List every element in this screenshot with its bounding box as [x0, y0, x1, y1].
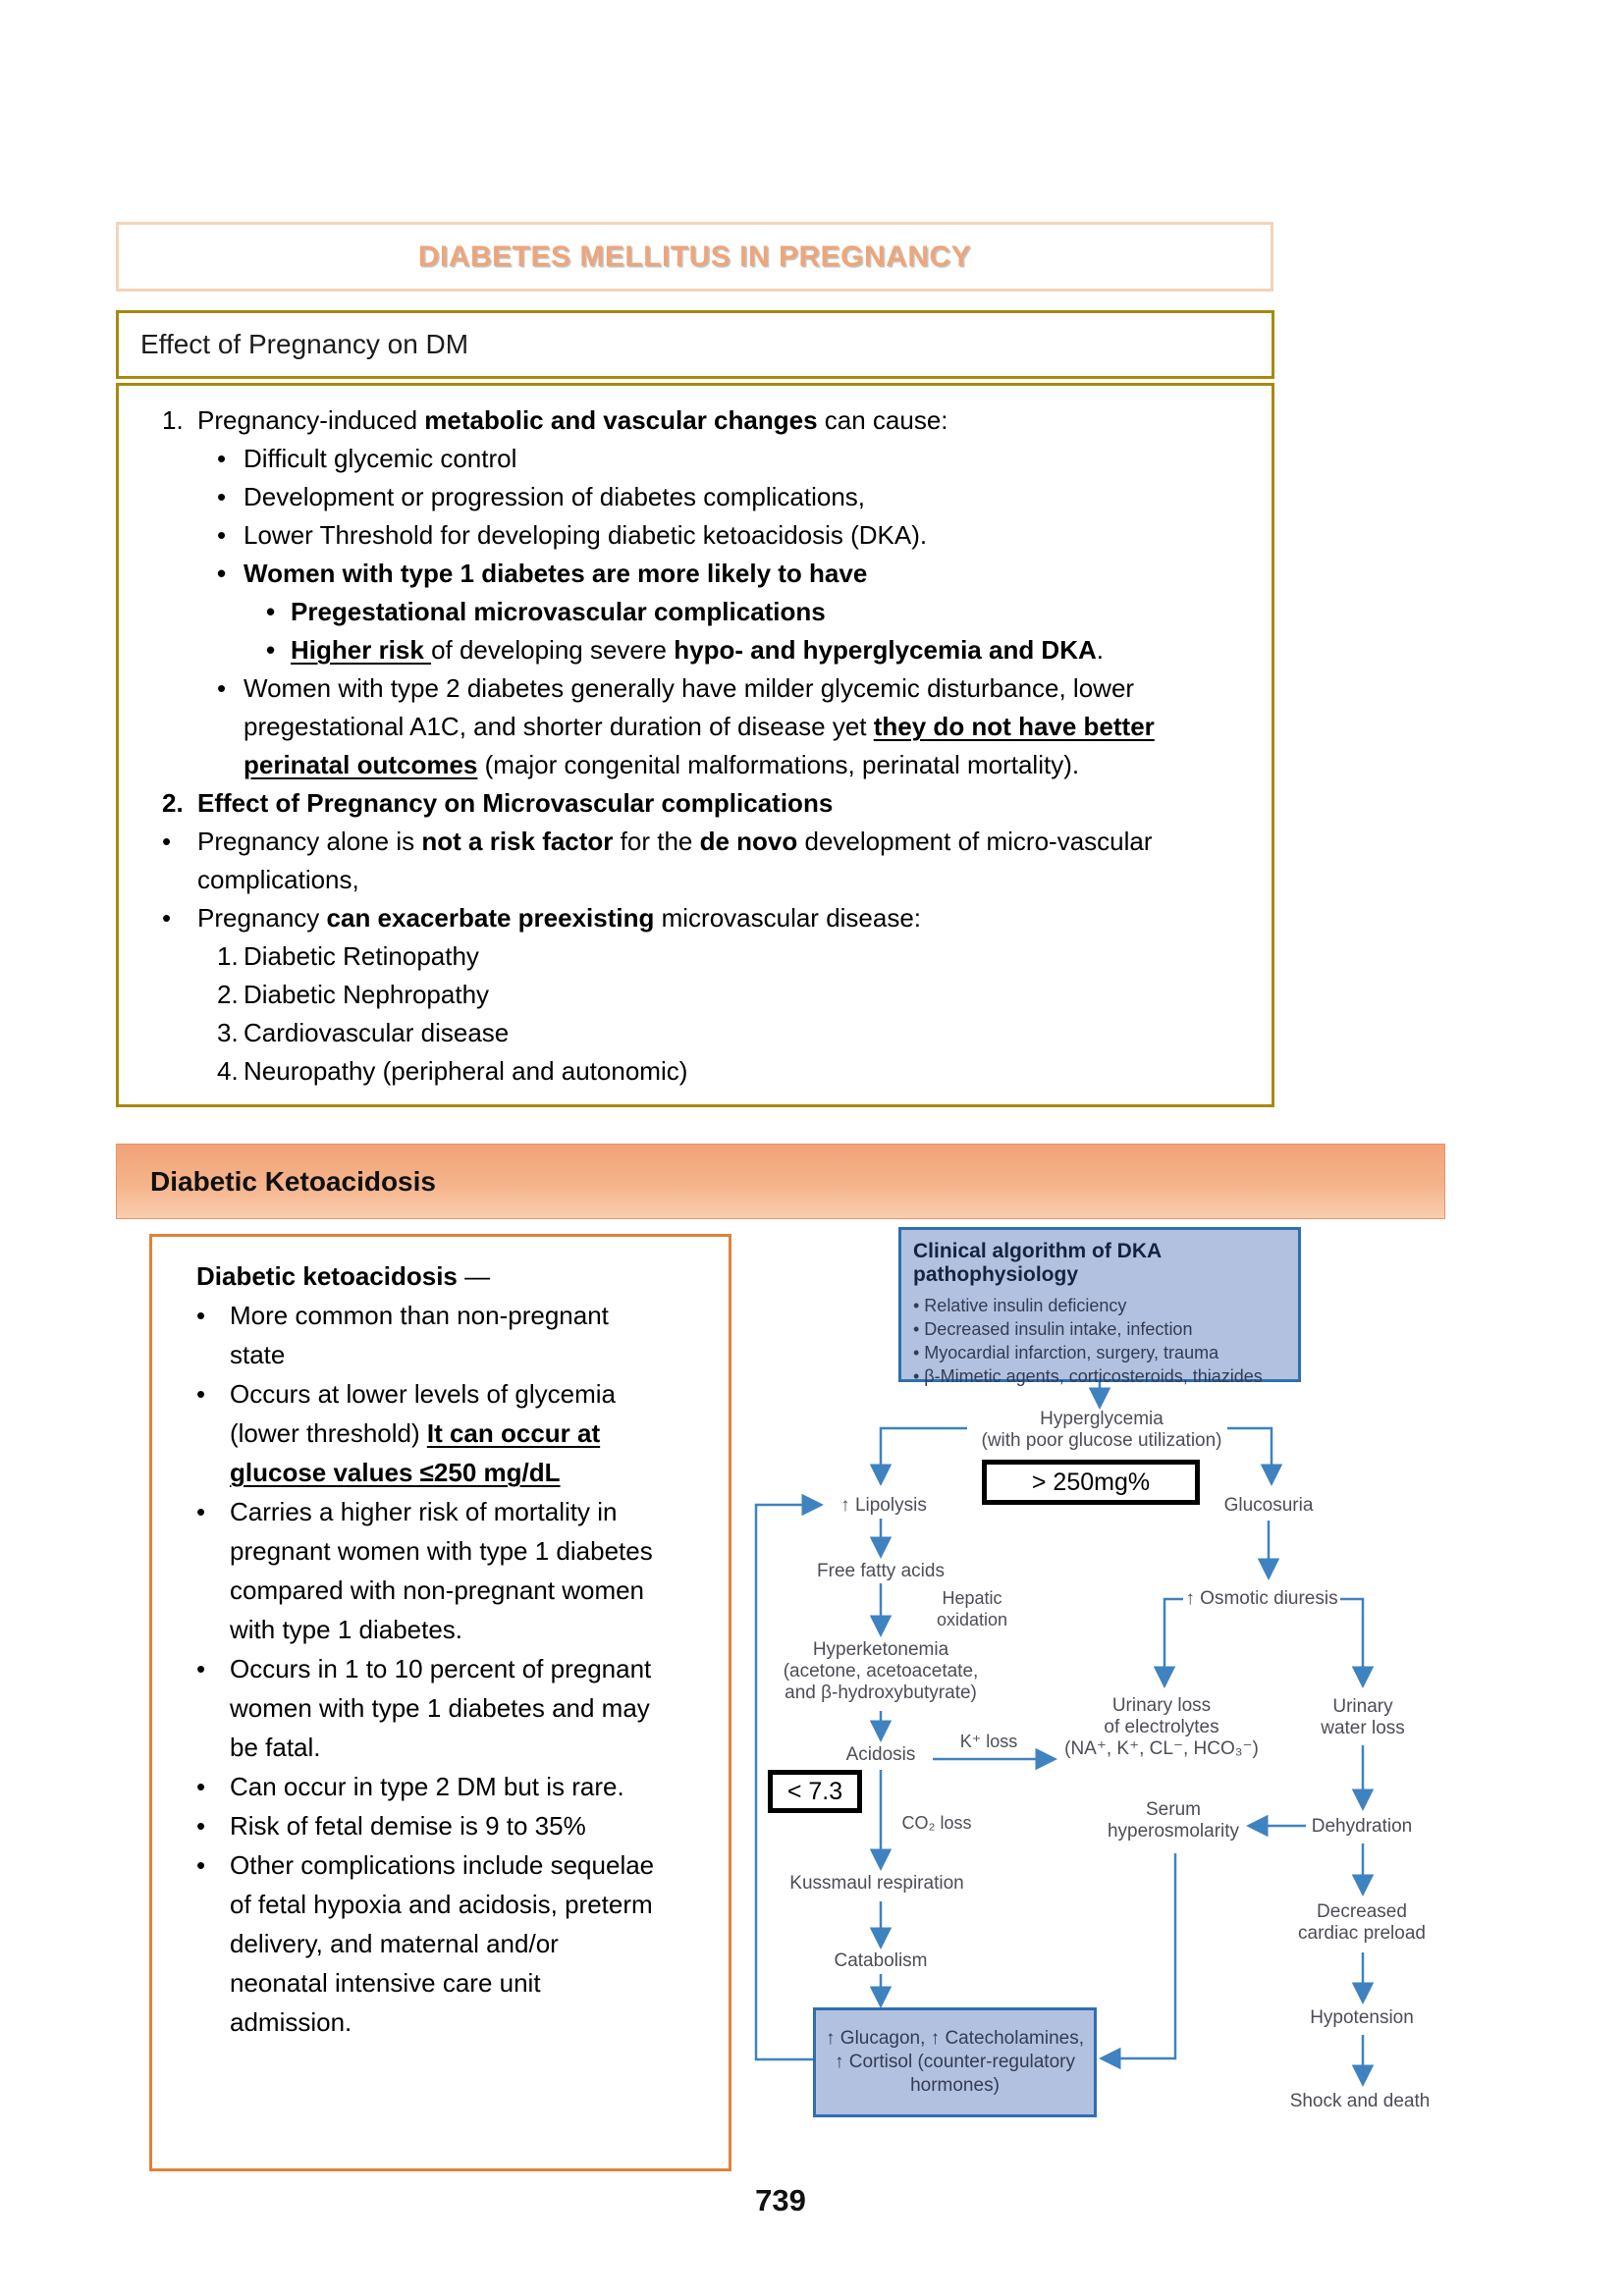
label-line: cardiac preload	[1298, 1923, 1426, 1944]
text-run: Diabetic Retinopathy	[244, 941, 479, 971]
text-run: Diabetic ketoacidosis	[196, 1261, 458, 1291]
text-run: Pregnancy alone is	[197, 827, 422, 856]
text-run: .	[1096, 635, 1104, 665]
label-k-loss: K⁺ loss	[959, 1732, 1018, 1751]
text-run: Higher risk	[291, 635, 432, 665]
text-run: Pregestational microvascular complications	[291, 597, 826, 626]
text-run: Difficult glycemic control	[244, 444, 517, 473]
flowchart-header-bullet: • Relative insulin deficiency	[913, 1296, 1127, 1315]
list-item-text	[244, 1014, 1272, 1052]
text-run: It can occur at glucose values ≤250 mg/dL	[230, 1418, 601, 1487]
node-counter-regulatory-hormones	[813, 2007, 1097, 2117]
list-item	[217, 976, 1272, 1014]
text-run: Neuropathy (peripheral and autonomic)	[244, 1056, 688, 1086]
dka-left-panel	[149, 1234, 731, 2171]
list-marker: •	[217, 673, 227, 703]
page-title-box	[116, 222, 1273, 292]
label-line: Hyperglycemia	[1040, 1409, 1164, 1429]
node-lipolysis: ↑ Lipolysis	[840, 1495, 927, 1516]
list-item-text	[230, 1374, 659, 1492]
text-run: metabolic and vascular changes	[424, 405, 818, 435]
text-run: —	[457, 1261, 491, 1291]
list-marker: •	[196, 1379, 206, 1409]
list-item-text	[244, 976, 1272, 1014]
node-catabolism: Catabolism	[834, 1950, 928, 1971]
list-item-text	[197, 401, 1272, 440]
list-item-text	[230, 1296, 659, 1374]
flowchart-header-bullet: • Decreased insulin intake, infection	[913, 1319, 1193, 1339]
list-marker: 2.	[162, 788, 184, 818]
list-marker: •	[217, 559, 227, 588]
list-item	[217, 478, 1272, 516]
text-run: Can occur in type 2 DM but is rare.	[230, 1772, 624, 1801]
text-run: development of micro-vascular complications,	[197, 827, 1153, 894]
list-item	[196, 1767, 705, 1806]
list-item	[162, 899, 1272, 937]
node-hypotension: Hypotension	[1310, 2007, 1414, 2028]
label-line: (acetone, acetoacetate,	[783, 1661, 979, 1682]
node-osmotic-diuresis: ↑ Osmotic diuresis	[1185, 1588, 1338, 1609]
list-item-text	[197, 784, 1272, 823]
list-marker: •	[162, 903, 172, 933]
text-run: Women with type 1 diabetes are more likely to have	[244, 559, 868, 588]
list-item-text	[230, 1649, 659, 1767]
label-line: Hyperketonemia	[812, 1639, 949, 1660]
list-marker: 1.	[217, 941, 239, 971]
flowchart-title: Clinical algorithm of DKA pathophysiology	[913, 1240, 1162, 1286]
list-marker: •	[266, 635, 276, 665]
text-run: Pregnancy	[197, 903, 327, 933]
node-shock-and-death: Shock and death	[1289, 2091, 1431, 2111]
dka-flowchart	[738, 1222, 1624, 2155]
list-item	[217, 1014, 1272, 1052]
list-item-text	[291, 631, 1272, 669]
section1-header-box	[116, 310, 1274, 379]
list-marker: 1.	[162, 405, 184, 435]
list-item	[196, 1806, 705, 1845]
node-urinary-water-loss	[1321, 1696, 1405, 1739]
list-item-text	[244, 516, 1272, 555]
text-run: Cardiovascular disease	[244, 1018, 510, 1047]
label-line: hormones)	[910, 2075, 1000, 2096]
text-run: hypo- and hyperglycemia and DKA	[674, 635, 1097, 665]
section1-header-label: Effect of Pregnancy on DM	[140, 329, 469, 359]
node-free-fatty-acids: Free fatty acids	[817, 1561, 945, 1581]
list-marker: 4.	[217, 1056, 239, 1086]
text-run: Effect of Pregnancy on Microvascular complications	[197, 788, 834, 818]
list-marker: •	[217, 520, 227, 550]
dka-panel-list	[196, 1296, 705, 2042]
label-line: (NA⁺, K⁺, CL⁻, HCO₃⁻)	[1064, 1738, 1259, 1759]
list-item	[217, 1052, 1272, 1091]
node-decreased-cardiac-preload	[1298, 1901, 1426, 1945]
page-number: 739	[755, 2183, 806, 2217]
list-marker: 2.	[217, 980, 239, 1009]
node-hyperglycemia	[981, 1409, 1221, 1452]
node-hyperketonemia	[784, 1639, 979, 1704]
label-line: Serum	[1146, 1799, 1201, 1820]
list-item	[162, 784, 1272, 823]
list-item-text	[197, 899, 1272, 937]
node-glucosuria: Glucosuria	[1223, 1495, 1314, 1516]
list-item	[266, 631, 1272, 669]
annotation-glucose-threshold: > 250mg%	[982, 1460, 1200, 1505]
list-item-text	[230, 1806, 586, 1845]
label-line: ↑ Cortisol (counter-regulatory	[835, 2052, 1075, 2072]
section2-header-label: Diabetic Ketoacidosis	[150, 1165, 436, 1197]
label-line: Urinary	[1332, 1696, 1393, 1717]
list-marker: •	[196, 1301, 206, 1330]
text-run: microvascular disease:	[654, 903, 922, 933]
label-line: water loss	[1321, 1718, 1405, 1738]
list-item-text	[244, 440, 1272, 478]
label-co2-loss: CO₂ loss	[901, 1813, 972, 1833]
list-item	[217, 555, 1272, 593]
node-kussmaul-respiration: Kussmaul respiration	[789, 1873, 964, 1894]
label-line: of electrolytes	[1104, 1717, 1219, 1737]
list-item-text	[244, 937, 1272, 976]
list-marker: 3.	[217, 1018, 239, 1047]
text-run: Carries a higher risk of mortality in pregnant women with type 1 diabetes compared with non-pregnant women with type 1 diabetes.	[230, 1497, 653, 1644]
list-marker: •	[162, 827, 172, 856]
node-acidosis: Acidosis	[845, 1744, 916, 1765]
list-item	[217, 440, 1272, 478]
label-line: Urinary loss	[1111, 1695, 1212, 1716]
list-item-text	[197, 823, 1272, 899]
list-item	[217, 937, 1272, 976]
list-item-text	[230, 1492, 659, 1649]
list-item-text	[244, 1052, 1272, 1091]
list-item-text	[244, 478, 1272, 516]
list-marker: •	[266, 597, 276, 626]
list-item	[162, 401, 1272, 440]
list-item	[196, 1492, 705, 1649]
list-item	[266, 593, 1272, 631]
list-marker: •	[196, 1850, 206, 1880]
text-run: for the	[613, 827, 700, 856]
text-run: (major congenital malformations, perinatal mortality).	[477, 750, 1080, 779]
text-run: Occurs at lower levels of glycemia (lower threshold)	[230, 1379, 617, 1448]
list-item	[162, 823, 1272, 899]
page-title: DIABETES MELLITUS IN PREGNANCY	[417, 240, 972, 273]
text-run: Women with type 2 diabetes generally have milder glycemic disturbance, lower pregestational A1C, and shorter duration of disease yet	[244, 673, 1135, 741]
text-run: of developing severe	[431, 635, 675, 665]
label-line: Hepatic	[942, 1588, 1002, 1608]
flowchart-header-bullet: • β-Mimetic agents, corticosteroids, thiazides	[913, 1366, 1263, 1386]
list-item-text	[230, 1767, 624, 1806]
label-line: oxidation	[936, 1610, 1008, 1629]
node-serum-hyperosmolarity	[1108, 1799, 1239, 1842]
list-item	[196, 1845, 705, 2042]
list-marker: •	[217, 444, 227, 473]
text-run: Development or progression of diabetes complications,	[244, 482, 866, 511]
text-run: de novo	[699, 827, 798, 856]
text-run: not a risk factor	[421, 827, 614, 856]
text-run: can cause:	[817, 405, 948, 435]
list-item-text	[230, 1845, 659, 2042]
list-item	[196, 1296, 705, 1374]
label-line: ↑ Glucagon, ↑ Catecholamines,	[826, 2028, 1084, 2049]
list-item	[217, 516, 1272, 555]
label-line: hyperosmolarity	[1107, 1821, 1240, 1842]
list-item-text	[244, 555, 1272, 593]
list-item	[196, 1649, 705, 1767]
list-marker: •	[196, 1811, 206, 1841]
flowchart-header-bullet: • Myocardial infarction, surgery, trauma	[913, 1343, 1219, 1362]
text-run: can exacerbate preexisting	[326, 903, 655, 933]
node-urinary-electrolyte-loss	[1064, 1695, 1259, 1760]
node-dehydration: Dehydration	[1311, 1816, 1413, 1837]
text-run: Occurs in 1 to 10 percent of pregnant women with type 1 diabetes and may be fatal.	[230, 1654, 652, 1762]
list-item	[217, 669, 1272, 784]
label-line: Decreased	[1317, 1901, 1407, 1922]
list-item-text	[244, 669, 1272, 784]
section2-header-band	[116, 1144, 1445, 1219]
text-run: More common than non-pregnant state	[230, 1301, 609, 1369]
text-run: Diabetic Nephropathy	[244, 980, 490, 1009]
list-item	[196, 1374, 705, 1492]
dka-panel-heading	[196, 1256, 705, 1296]
text-run: they do not have better perinatal outcomes	[244, 712, 1155, 779]
text-run: Other complications include sequelae of fetal hypoxia and acidosis, preterm delivery, and maternal and/or neonatal intensive care unit admission.	[230, 1850, 655, 2037]
node-hepatic-oxidation	[937, 1587, 1007, 1630]
list-marker: •	[217, 482, 227, 511]
list-marker: •	[196, 1497, 206, 1526]
flowchart-header-box	[898, 1227, 1301, 1386]
text-run: Pregnancy-induced	[197, 405, 425, 435]
list-marker: •	[196, 1772, 206, 1801]
text-run: Risk of fetal demise is 9 to 35%	[230, 1811, 586, 1841]
annotation-ph-threshold: < 7.3	[768, 1770, 862, 1813]
list-item-text	[291, 593, 1272, 631]
flowchart-header-bullets	[913, 1294, 1286, 1388]
label-line: and β-hydroxybutyrate)	[785, 1682, 977, 1703]
text-run: Lower Threshold for developing diabetic ketoacidosis (DKA).	[244, 520, 928, 550]
label-line: (with poor glucose utilization)	[981, 1430, 1222, 1451]
section1-body-box	[116, 383, 1274, 1107]
list-marker: •	[196, 1654, 206, 1683]
